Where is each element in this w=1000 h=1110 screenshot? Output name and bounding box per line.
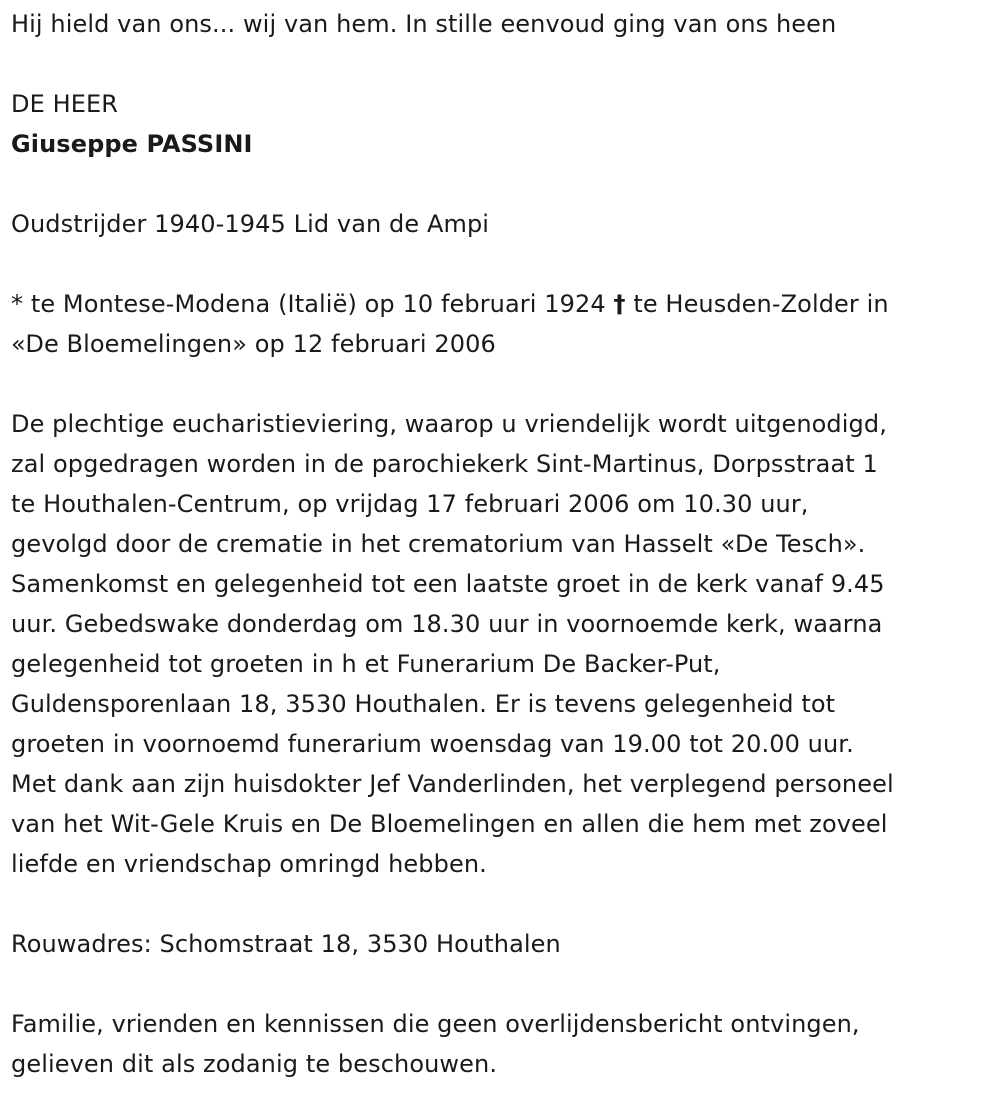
ceremony-line: zal opgedragen worden in de parochiekerk Sint-Martinus, Dorpsstraat 1	[11, 450, 878, 478]
spacer	[11, 964, 986, 1004]
death-notice	[11, 4, 986, 1084]
ceremony-line: Guldensporenlaan 18, 3530 Houthalen. Er is tevens gelegenheid tot	[11, 690, 836, 718]
ceremony-line: uur. Gebedswake donderdag om 18.30 uur in voornoemde kerk, waarna	[11, 610, 883, 638]
birth-text: * te Montese-Modena (Italië) op 10 februari 1924	[11, 290, 606, 318]
ceremony-line: gevolgd door de crematie in het crematorium van Hasselt «De Tesch».	[11, 530, 866, 558]
birth-death-line	[11, 284, 986, 324]
death-place-text: te Heusden-Zolder in	[633, 290, 889, 318]
ceremony-line: gelegenheid tot groeten in h et Funerarium De Backer-Put,	[11, 650, 721, 678]
ceremony-line: van het Wit-Gele Kruis en De Bloemelingen en allen die hem met zoveel	[11, 810, 888, 838]
spacer	[11, 164, 986, 204]
ceremony-line: Samenkomst en gelegenheid tot een laatste groet in de kerk vanaf 9.45	[11, 570, 885, 598]
intro-text: Hij hield van ons... wij van hem. In stille eenvoud ging van ons heen	[11, 10, 837, 38]
death-date-line: «De Bloemelingen» op 12 februari 2006	[11, 330, 496, 358]
spacer	[11, 244, 986, 284]
deceased-name: Giuseppe PASSINI	[11, 130, 253, 158]
ceremony-line: liefde en vriendschap omringd hebben.	[11, 850, 487, 878]
honorific: DE HEER	[11, 90, 119, 118]
closing-line: Familie, vrienden en kennissen die geen overlijdensbericht ontvingen,	[11, 1010, 860, 1038]
ceremony-line: te Houthalen-Centrum, op vrijdag 17 februari 2006 om 10.30 uur,	[11, 490, 809, 518]
veteran-line: Oudstrijder 1940-1945 Lid van de Ampi	[11, 210, 490, 238]
ceremony-line: Met dank aan zijn huisdokter Jef Vanderlinden, het verplegend personeel	[11, 770, 894, 798]
ceremony-line: groeten in voornoemd funerarium woensdag van 19.00 tot 20.00 uur.	[11, 730, 854, 758]
mourning-address: Rouwadres: Schomstraat 18, 3530 Houthalen	[11, 930, 561, 958]
ceremony-line: De plechtige eucharistieviering, waarop u vriendelijk wordt uitgenodigd,	[11, 410, 887, 438]
spacer	[11, 884, 986, 924]
spacer	[11, 44, 986, 84]
spacer	[11, 364, 986, 404]
closing-line: gelieven dit als zodanig te beschouwen.	[11, 1050, 498, 1078]
cross-icon: †	[613, 290, 626, 318]
